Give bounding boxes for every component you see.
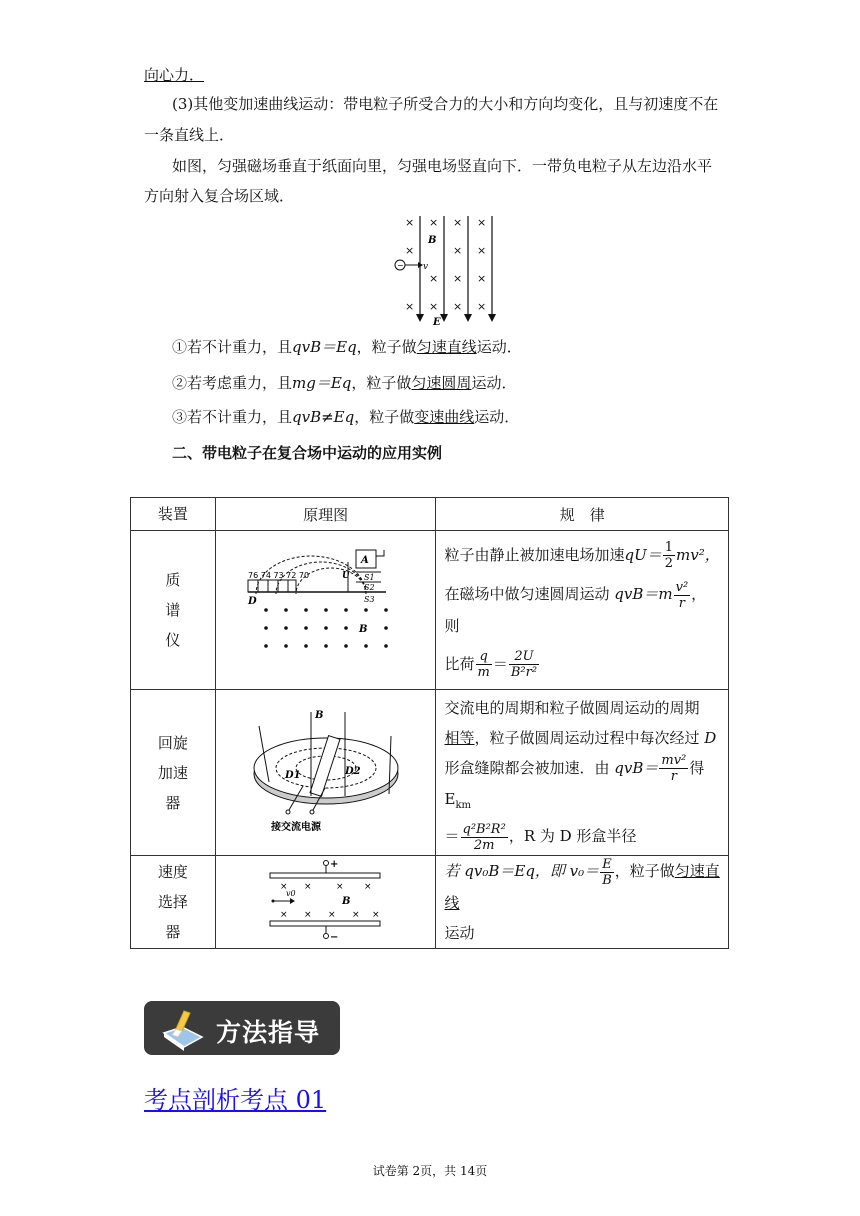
svg-text:v0: v0 [285,889,296,898]
table-row [131,856,729,949]
table-row [131,690,729,856]
device-name: 质 谱 仪 [131,531,216,690]
svg-text:×: × [405,244,415,257]
header-device: 装置 [131,498,216,531]
exam-point-link[interactable]: 考点剖析考点 01 [144,1086,327,1114]
page-footer: 试卷第 2页，共 14页 [372,1164,488,1178]
intro-line-4: 方向射入复合场区域． [144,187,295,205]
svg-text:×: × [335,882,344,892]
svg-text:×: × [429,216,439,229]
header-rule: 规 律 [436,498,729,531]
cyclotron-rules: 交流电的周期和粒子做圆周运动的周期 相等，粒子做圆周运动过程中每次经过 D 形盒缝隙都会被加速．由 qvB＝ $\frac{\text{mv²}}{r}$ 得 $E_{km}$ ＝ $\frac{\text{q²B²R²}}{2m}$ ，R 为 D 形盒半径 [436,690,729,856]
svg-text:×: × [371,910,380,920]
svg-text:×: × [279,910,288,920]
svg-text:D1: D1 [284,769,301,781]
mass-spectrometer-diagram [215,531,436,690]
svg-text:U: U [341,571,350,581]
method-guide-badge [144,1001,340,1055]
svg-text:A: A [360,555,369,566]
svg-text:×: × [363,882,372,892]
svg-text:×: × [477,272,487,285]
v-label: v [423,262,429,272]
svg-text:−: − [329,932,339,943]
svg-text:接交流电源: 接交流电源 [270,821,321,833]
svg-text:+: + [329,859,339,870]
case-2: ②若考虑重力，且mg＝Eq，粒子做匀速圆周运动． [172,374,517,392]
velocity-selector-diagram [215,856,436,949]
badge-label: 方法指导 [216,1018,321,1047]
svg-text:×: × [453,272,463,285]
svg-text:×: × [303,910,312,920]
svg-text:×: × [453,216,463,229]
svg-text:D2: D2 [344,765,361,777]
field-figure [390,212,500,330]
svg-text:76 74 73 72 70: 76 74 73 72 70 [247,571,309,580]
svg-text:×: × [477,244,487,257]
svg-text:×: × [429,300,439,313]
application-table [130,497,729,949]
device-name: 速度 选择 器 [131,856,216,949]
cyclotron-diagram [215,690,436,856]
svg-text:×: × [429,272,439,285]
intro-line-3: 如图，匀强磁场垂直于纸面向里，匀强电场竖直向下．一带负电粒子从左边沿水平 [172,157,713,175]
svg-text:×: × [303,882,312,892]
e-label: E [433,317,441,328]
svg-text:×: × [477,216,487,229]
section-title: 二、带电粒子在复合场中运动的应用实例 [172,444,443,462]
svg-text:×: × [279,882,288,892]
case-3: ③若不计重力，且qvB≠Eq，粒子做变速曲线运动． [172,408,520,426]
svg-text:D: D [247,596,257,607]
svg-text:S3: S3 [363,595,375,604]
table-row [131,531,729,690]
brush-icon [158,1007,208,1051]
svg-text:S2: S2 [363,583,375,592]
svg-text:×: × [477,300,487,313]
svg-text:B: B [358,624,368,635]
intro-line-1: (3)其他变加速曲线运动：带电粒子所受合力的大小和方向均变化，且与初速度不在 [172,95,719,113]
header-diagram: 原理图 [215,498,436,531]
b-label: B [428,235,437,246]
velocity-selector-rules: 若 qv₀B＝Eq，即 v₀＝ $\frac{E}{B}$ ，粒子做匀速直线 运动 [436,856,729,949]
intro-line-0: 向心力． [144,66,205,84]
svg-text:×: × [453,244,463,257]
svg-text:×: × [405,216,415,229]
svg-text:×: × [405,300,415,313]
svg-text:×: × [327,910,336,920]
svg-text:S1: S1 [363,573,375,582]
svg-text:B: B [314,709,324,721]
case-1: ①若不计重力，且qvB＝Eq，粒子做匀速直线运动． [172,338,522,356]
intro-line-2: 一条直线上． [144,126,235,144]
device-name: 回旋 加速 器 [131,690,216,856]
svg-text:×: × [453,300,463,313]
svg-text:B: B [341,896,351,907]
svg-text:−: − [397,261,404,270]
mass-spectrometer-rules: 粒子由静止被加速电场加速qU＝ $\frac{1}{2}$ mv²， 在磁场中做匀速圆周运动 qvB＝m $\frac{\text{v²}}{r}$ ，则 比荷 $\frac{q}{m}$ ＝ $\frac{2U}{\text{B²r²}}$ [436,531,729,690]
svg-text:×: × [351,910,360,920]
